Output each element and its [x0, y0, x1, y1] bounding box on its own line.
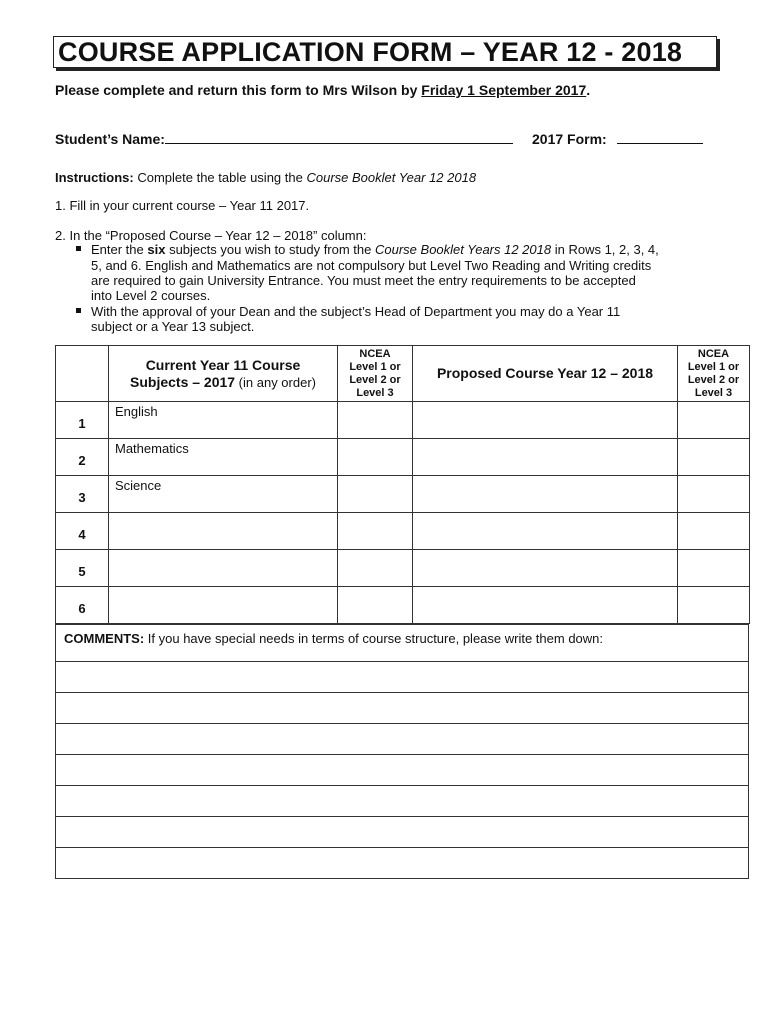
row-number: 5 — [56, 550, 109, 587]
instructions-text: Complete the table using the — [133, 170, 307, 185]
form-row — [532, 131, 703, 147]
header-current-years: Subjects – 2017 — [130, 373, 236, 390]
row-number: 2 — [56, 439, 109, 476]
bullet-icon — [76, 246, 81, 251]
proposed-ncea-level-cell[interactable] — [678, 513, 750, 550]
bullet-1-line-3: are required to gain University Entrance. You must meet the entry requirements to be accepted — [91, 273, 636, 288]
comments-box — [55, 624, 749, 879]
table-row — [56, 476, 750, 513]
bullet-1-b: subjects you wish to study from the — [165, 242, 375, 257]
ncea-line: Level 2 or — [349, 373, 401, 386]
bullet-2-line-1: With the approval of your Dean and the subject’s Head of Department you may do a Year 11 — [91, 304, 621, 319]
comments-label: COMMENTS: — [64, 631, 145, 646]
ncea-level-cell[interactable] — [338, 587, 413, 624]
comment-line[interactable] — [56, 848, 749, 879]
comment-line[interactable] — [56, 755, 749, 786]
bullet-1-six: six — [147, 242, 166, 257]
proposed-subject-cell[interactable] — [413, 550, 678, 587]
header-number-cell — [56, 346, 109, 402]
comments-header — [56, 625, 749, 662]
table-row — [56, 587, 750, 624]
ncea-level-cell[interactable] — [338, 402, 413, 439]
proposed-ncea-level-cell[interactable] — [678, 550, 750, 587]
step-2: 2. In the “Proposed Course – Year 12 – 2018” column: — [55, 228, 367, 243]
proposed-ncea-level-cell[interactable] — [678, 476, 750, 513]
step-1: 1. Fill in your current course – Year 11 2017. — [55, 198, 310, 213]
comment-line[interactable] — [56, 693, 749, 724]
bullet-1-booklet: Course Booklet Years 12 2018 — [375, 242, 552, 257]
ncea-line: Level 1 or — [349, 360, 401, 373]
ncea-level-cell[interactable] — [338, 476, 413, 513]
header-ncea-1 — [338, 346, 413, 402]
bullet-1-line-1 — [91, 242, 659, 257]
instructions-label: Instructions: — [55, 170, 134, 185]
form-class-label: 2017 Form: — [532, 131, 607, 147]
bullet-1-line-4: into Level 2 courses. — [91, 288, 211, 303]
table-row — [56, 439, 750, 476]
table-header-row — [56, 346, 750, 402]
header-current-line-1: Current Year 11 Course — [145, 356, 301, 373]
row-number: 1 — [56, 402, 109, 439]
proposed-ncea-level-cell[interactable] — [678, 439, 750, 476]
return-prefix: Please complete and return this form to Mrs Wilson by — [55, 82, 422, 98]
course-table — [55, 345, 750, 624]
student-name-label: Student’s Name: — [55, 131, 165, 147]
ncea-line: NCEA — [359, 347, 391, 360]
proposed-subject-cell[interactable] — [413, 439, 678, 476]
comment-line[interactable] — [56, 786, 749, 817]
proposed-ncea-level-cell[interactable] — [678, 402, 750, 439]
proposed-subject-cell[interactable] — [413, 402, 678, 439]
current-subject-cell[interactable]: English — [109, 402, 338, 439]
comment-line[interactable] — [56, 724, 749, 755]
ncea-line: NCEA — [697, 347, 730, 360]
ncea-line: Level 3 — [356, 386, 394, 399]
row-number: 6 — [56, 587, 109, 624]
current-subject-cell[interactable] — [109, 587, 338, 624]
row-number: 3 — [56, 476, 109, 513]
bullet-1-c: in Rows 1, 2, 3, 4, — [551, 242, 659, 257]
header-current-note: (in any order) — [235, 374, 316, 390]
ncea-line: Level 2 or — [687, 373, 740, 386]
title-box — [53, 36, 717, 68]
current-subject-cell[interactable] — [109, 513, 338, 550]
comment-line[interactable] — [56, 817, 749, 848]
proposed-ncea-level-cell[interactable] — [678, 587, 750, 624]
current-subject-cell[interactable]: Science — [109, 476, 338, 513]
comments-text: If you have special needs in terms of course structure, please write them down: — [144, 631, 604, 646]
proposed-subject-cell[interactable] — [413, 513, 678, 550]
header-proposed-label: Proposed Course Year 12 – 2018 — [436, 365, 654, 381]
ncea-level-cell[interactable] — [338, 513, 413, 550]
bullet-icon — [76, 308, 81, 313]
form-class-field[interactable] — [617, 131, 703, 144]
instructions — [55, 170, 476, 185]
instructions-booklet: Course Booklet Year 12 2018 — [306, 170, 477, 185]
header-current-line-2 — [109, 374, 337, 391]
bullet-1-line-2: 5, and 6. English and Mathematics are not compulsory but Level Two Reading and Writing credits — [91, 258, 652, 273]
current-subject-cell[interactable]: Mathematics — [109, 439, 338, 476]
form-title: COURSE APPLICATION FORM – YEAR 12 - 2018 — [58, 37, 683, 67]
header-proposed-course — [413, 346, 678, 402]
table-row — [56, 513, 750, 550]
return-instruction — [55, 82, 590, 98]
header-current-course — [109, 346, 338, 402]
ncea-line: Level 3 — [694, 386, 733, 399]
current-subject-cell[interactable] — [109, 550, 338, 587]
header-ncea-2 — [678, 346, 750, 402]
table-row — [56, 402, 750, 439]
bullet-2-line-2: subject or a Year 13 subject. — [91, 319, 255, 334]
deadline-date: Friday 1 September 2017 — [421, 82, 587, 98]
table-row — [56, 550, 750, 587]
row-number: 4 — [56, 513, 109, 550]
proposed-subject-cell[interactable] — [413, 476, 678, 513]
ncea-line: Level 1 or — [687, 360, 740, 373]
student-name-row — [55, 131, 513, 147]
ncea-level-cell[interactable] — [338, 439, 413, 476]
return-suffix: . — [586, 82, 591, 98]
comment-line[interactable] — [56, 662, 749, 693]
ncea-level-cell[interactable] — [338, 550, 413, 587]
proposed-subject-cell[interactable] — [413, 587, 678, 624]
student-name-field[interactable] — [165, 131, 513, 144]
bullet-1-a: Enter the — [91, 242, 148, 257]
